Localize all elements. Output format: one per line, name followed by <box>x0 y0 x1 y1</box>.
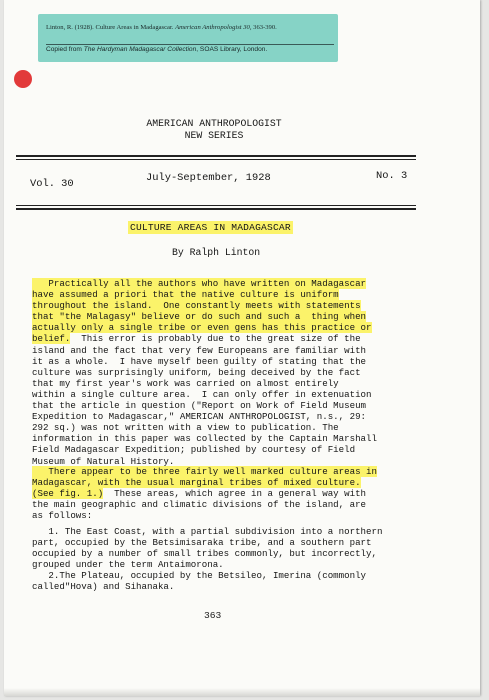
text-line <box>32 477 424 488</box>
plain-text: Museum of Natural History. <box>32 455 175 467</box>
paragraph-3 <box>32 526 424 593</box>
text-line <box>32 422 424 433</box>
plain-text: 292 sq.) was not written with a view to publication. The <box>32 422 339 434</box>
document-page <box>4 0 480 696</box>
journal-series: NEW SERIES <box>184 130 244 141</box>
plain-text: grouped under the term Antaimorona. <box>32 559 224 571</box>
journal-header <box>124 118 304 142</box>
plain-text: that the article in question ("Report on Work of Field Museum <box>32 400 367 412</box>
article-title: CULTURE AREAS IN MADAGASCAR <box>130 222 291 233</box>
text-line <box>32 537 424 548</box>
text-line <box>32 300 424 311</box>
text-line <box>32 378 424 389</box>
text-line <box>32 581 424 592</box>
article-byline: By Ralph Linton <box>172 247 261 258</box>
citation-source-prefix: Copied from <box>46 46 84 53</box>
highlighted-text: Practically all the authors who have written on Madagascar <box>32 278 367 289</box>
text-line <box>32 356 424 367</box>
page-bottom-edge <box>4 688 480 696</box>
text-line <box>32 367 424 378</box>
plain-text: information in this paper was collected by the Captain Marshall <box>32 433 377 445</box>
text-line <box>32 526 424 537</box>
text-line <box>32 548 424 559</box>
text-line <box>32 411 424 422</box>
citation-label <box>38 14 338 62</box>
plain-text: as follows: <box>32 510 93 522</box>
plain-text: the main geographic and climatic divisions of the island, are <box>32 499 367 511</box>
text-line <box>32 311 424 322</box>
header-rule-bottom <box>16 208 416 210</box>
citation-source-suffix: , SOAS Library, London. <box>196 46 268 53</box>
plain-text: This error is probably due to the great size of the <box>70 333 361 345</box>
citation-authors: Linton, R. (1928). Culture Areas in Madagascar. <box>46 24 176 31</box>
volume-label: Vol. 30 <box>30 178 74 190</box>
text-line <box>32 433 424 444</box>
highlighted-text: belief. <box>32 333 71 345</box>
plain-text: it as a whole. I have myself been guilty of stating that the <box>32 355 367 367</box>
highlighted-text: There appear to be three fairly well marked culture areas in <box>32 466 377 477</box>
text-line <box>32 570 424 581</box>
citation-pages: , 363-390. <box>249 24 277 31</box>
plain-text: culture was surprisingly uniform, being deceived by the fact <box>32 366 361 378</box>
plain-text: within a single culture area. I can only offer in extenuation <box>32 388 372 400</box>
plain-text: that my first year's work was carried on almost entirely <box>32 377 339 389</box>
red-sticker-dot <box>14 70 32 88</box>
highlighted-text: throughout the island. One constantly meets with statements <box>32 300 361 312</box>
text-line <box>32 400 424 411</box>
page-number: 363 <box>204 610 222 621</box>
header-rule-top <box>16 155 416 157</box>
text-line <box>32 389 424 400</box>
text-line <box>32 322 424 333</box>
plain-text: called"Hova) and Sihanaka. <box>32 581 175 593</box>
plain-text: 2.The Plateau, occupied by the Betsileo, Imerina (commonly <box>32 570 367 582</box>
journal-name: AMERICAN ANTHROPOLOGIST <box>146 118 282 129</box>
plain-text: part, occupied by the Betsimisaraka tribe, and a southern part <box>32 537 372 549</box>
text-line <box>32 466 424 477</box>
citation-source <box>46 44 334 53</box>
highlighted-text: have assumed a priori that the native culture is uniform <box>32 289 339 301</box>
text-line <box>32 456 424 467</box>
highlighted-text: that "the Malagasy" believe or do such and such a thing when <box>32 311 367 323</box>
text-line <box>32 289 424 300</box>
plain-text: These areas, which agree in a general way with <box>103 488 367 500</box>
citation-collection: The Hardyman Madagascar Collection <box>83 46 197 53</box>
text-line <box>32 510 424 521</box>
text-line <box>32 333 424 344</box>
plain-text: Field Madagascar Expedition; published by courtesy of Field <box>32 444 356 456</box>
highlighted-text: (See fig. 1.) <box>32 488 104 500</box>
paragraph-2 <box>32 466 424 521</box>
text-line <box>32 488 424 499</box>
text-line <box>32 278 424 289</box>
highlighted-text: Madagascar, with the usual marginal tribes of mixed culture. <box>32 477 361 489</box>
citation-journal: American Anthropologist 30 <box>175 24 250 31</box>
text-line <box>32 444 424 455</box>
highlighted-text: actually only a single tribe or even gens has this practice or <box>32 322 372 334</box>
header-rule-bottom-thin <box>16 205 416 206</box>
issue-number: No. 3 <box>376 170 408 182</box>
plain-text: Expedition to Madagascar," AMERICAN ANTHROPOLOGIST, n.s., 29: <box>32 411 367 423</box>
issue-date: July-September, 1928 <box>146 172 271 184</box>
paragraph-1 <box>32 278 424 467</box>
header-rule-top-thin <box>16 159 416 160</box>
text-line <box>32 345 424 356</box>
text-line <box>32 499 424 510</box>
plain-text: occupied by a number of small tribes commonly, but incorrectly, <box>32 548 377 560</box>
citation-reference <box>46 24 334 32</box>
plain-text: island and the fact that very few Europeans are familiar with <box>32 344 367 356</box>
text-line <box>32 559 424 570</box>
plain-text: 1. The East Coast, with a partial subdivision into a northern <box>32 526 383 537</box>
